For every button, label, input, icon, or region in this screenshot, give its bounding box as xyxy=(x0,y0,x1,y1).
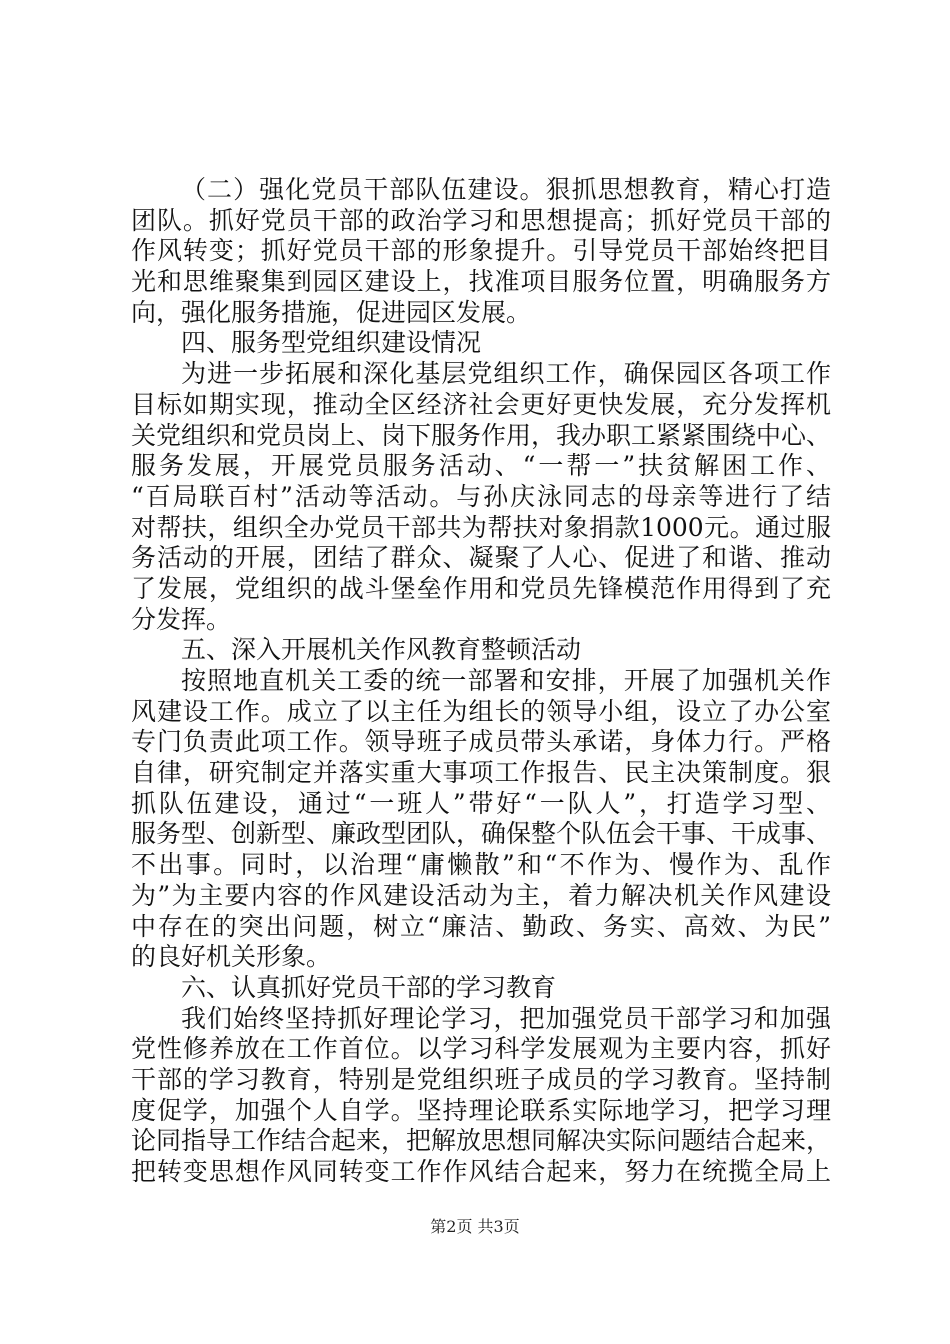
paragraph-line: 不出事。同时，以治理“庸懒散”和“不作为、慢作为、乱作 xyxy=(131,850,831,880)
paragraph-line: 光和思维聚集到园区建设上，找准项目服务位置，明确服务方 xyxy=(131,267,831,297)
page-number: 第2页 共3页 xyxy=(430,1217,520,1236)
paragraph-line: 专门负责此项工作。领导班子成员带头承诺，身体力行。严格 xyxy=(131,727,831,757)
paragraph-line: 度促学，加强个人自学。坚持理论联系实际地学习，把学习理 xyxy=(131,1095,831,1125)
paragraph-line: 服务发展，开展党员服务活动、“一帮一”扶贫解困工作、 xyxy=(131,451,831,481)
paragraph-line: 的良好机关形象。 xyxy=(131,942,332,972)
paragraph-line: 团队。抓好党员干部的政治学习和思想提高；抓好党员干部的 xyxy=(131,205,831,235)
paragraph-line: 风建设工作。成立了以主任为组长的领导小组，设立了办公室 xyxy=(131,696,831,726)
paragraph-line: 抓队伍建设，通过“一班人”带好“一队人”，打造学习型、 xyxy=(131,788,831,818)
paragraph-line: 目标如期实现，推动全区经济社会更好更快发展，充分发挥机 xyxy=(131,389,831,419)
section-heading: 四、服务型党组织建设情况 xyxy=(181,328,482,358)
paragraph-line: “百局联百村”活动等活动。与孙庆泳同志的母亲等进行了结 xyxy=(131,481,831,511)
paragraph-line: 自律，研究制定并落实重大事项工作报告、民主决策制度。狠 xyxy=(131,758,831,788)
paragraph-line: 按照地直机关工委的统一部署和安排，开展了加强机关作 xyxy=(181,666,831,695)
paragraph-line: 为”为主要内容的作风建设活动为主，着力解决机关作风建设 xyxy=(131,880,831,910)
paragraph-line: 务活动的开展，团结了群众、凝聚了人心、促进了和谐、推动 xyxy=(131,543,831,573)
paragraph-line: 向，强化服务措施，促进园区发展。 xyxy=(131,297,532,327)
paragraph-line: 中存在的突出问题，树立“廉洁、勤政、务实、高效、为民” xyxy=(131,911,831,941)
document-body xyxy=(131,175,831,1188)
paragraph-line: 为进一步拓展和深化基层党组织工作，确保园区各项工作 xyxy=(181,359,831,389)
paragraph-line: （二）强化党员干部队伍建设。狠抓思想教育，精心打造 xyxy=(181,175,831,204)
paragraph-line: 作风转变；抓好党员干部的形象提升。引导党员干部始终把目 xyxy=(131,236,831,266)
paragraph-line: 我们始终坚持抓好理论学习，把加强党员干部学习和加强 xyxy=(181,1003,831,1033)
paragraph-line: 干部的学习教育，特别是党组织班子成员的学习教育。坚持制 xyxy=(131,1064,831,1094)
section-heading: 六、认真抓好党员干部的学习教育 xyxy=(181,972,557,1002)
paragraph-line: 分发挥。 xyxy=(131,604,232,634)
paragraph-line: 了发展，党组织的战斗堡垒作用和党员先锋模范作用得到了充 xyxy=(131,573,831,603)
paragraph-line: 论同指导工作结合起来，把解放思想同解决实际问题结合起来， xyxy=(131,1126,832,1156)
section-heading: 五、深入开展机关作风教育整顿活动 xyxy=(181,635,582,665)
paragraph-line: 对帮扶，组织全办党员干部共为帮扶对象捐款1000元。通过服 xyxy=(131,512,831,542)
paragraph-line: 服务型、创新型、廉政型团队，确保整个队伍会干事、干成事、 xyxy=(131,819,832,849)
paragraph-line: 把转变思想作风同转变工作作风结合起来，努力在统揽全局上 xyxy=(131,1157,831,1186)
paragraph-line: 党性修养放在工作首位。以学习科学发展观为主要内容，抓好 xyxy=(131,1034,831,1064)
paragraph-line: 关党组织和党员岗上、岗下服务作用，我办职工紧紧围绕中心、 xyxy=(131,420,832,450)
